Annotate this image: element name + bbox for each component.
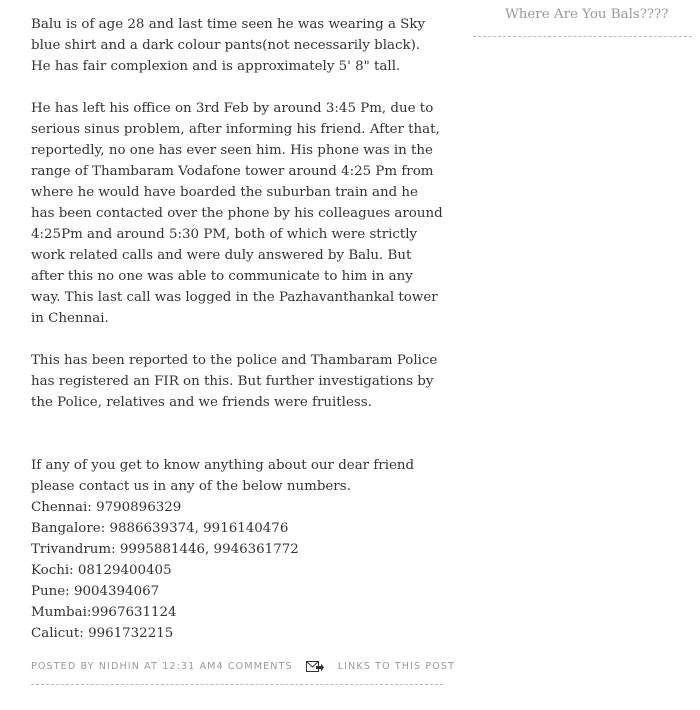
contact-bangalore: Bangalore: 9886639374, 9916140476	[31, 521, 289, 536]
sidebar	[473, 0, 692, 37]
sidebar-archive-link[interactable]: Where Are You Bals????	[505, 7, 669, 22]
post-author: NIDHIN	[98, 661, 140, 672]
contact-trivandrum: Trivandrum: 9995881446, 9946361772	[31, 542, 299, 557]
post-paragraph-last-seen: He has left his office on 3rd Feb by around 3:45 Pm, due to serious sinus problem, after informing his friend. After that, reportedly, no one has ever seen him. His phone was in the range of Thambaram Vodafone tower around 4:25 Pm from where he would have boarded the suburban train and he has been contacted over the phone by his colleagues around 4:25Pm and around 5:30 PM, both of which were strictly work related calls and were duly answered by Balu. But after this no one was able to communicate to him in any way. This last call was logged in the Pazhavanthankal tower in Chennai.	[31, 101, 443, 326]
comments-link[interactable]: 4 COMMENTS	[216, 661, 293, 672]
post-paragraph-police: This has been reported to the police and Thambaram Police has registered an FIR on this. But further investigations by the Police, relatives and we friends were fruitless.	[31, 353, 438, 410]
post-footer	[31, 658, 456, 676]
links-to-post-link[interactable]: LINKS TO THIS POST	[337, 661, 456, 672]
at-label: AT	[144, 661, 159, 672]
contact-mumbai: Mumbai:9967631124	[31, 605, 177, 620]
post-paragraph-description: Balu is of age 28 and last time seen he was wearing a Sky blue shirt and a dark colour pants(not necessarily black). He has fair complexion and is approximately 5' 8" tall.	[31, 17, 426, 74]
post-timestamp-link[interactable]: 12:31 AM	[162, 661, 217, 672]
contact-calicut: Calicut: 9961732215	[31, 626, 174, 641]
contact-intro: If any of you get to know anything about our dear friend please contact us in any of the below numbers.	[31, 458, 415, 494]
contact-kochi: Kochi: 08129400405	[31, 563, 172, 578]
posted-by-label: POSTED BY	[31, 661, 95, 672]
post-divider	[31, 684, 443, 685]
contact-chennai: Chennai: 9790896329	[31, 500, 182, 515]
post-contact-block	[31, 455, 443, 644]
sidebar-divider	[473, 36, 692, 37]
blog-post	[31, 14, 456, 676]
email-post-icon[interactable]	[306, 660, 324, 673]
post-body	[31, 14, 443, 644]
contact-pune: Pune: 9004394067	[31, 584, 160, 599]
